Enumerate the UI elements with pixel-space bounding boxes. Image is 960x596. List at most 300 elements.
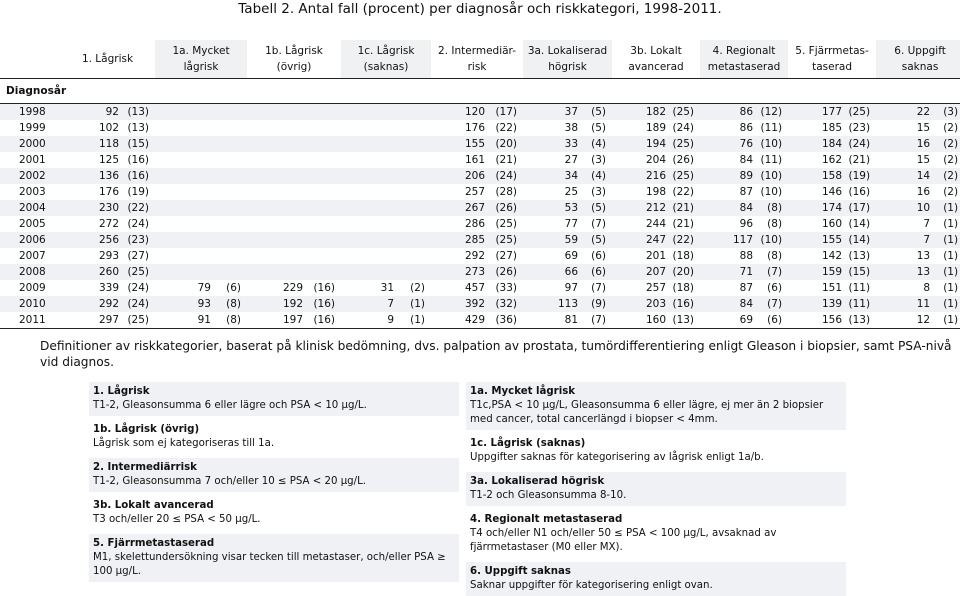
percent-cell: (33) xyxy=(495,282,518,294)
percent-cell: (25) xyxy=(672,106,695,118)
count-cell: 136 xyxy=(98,170,119,182)
count-cell: 297 xyxy=(60,312,125,329)
count-cell: 158 xyxy=(822,170,843,182)
legend-item xyxy=(466,562,846,596)
count-cell xyxy=(155,264,217,280)
percent-cell: (13) xyxy=(848,250,871,262)
percent-cell: (16) xyxy=(848,186,871,198)
count-cell: 117 xyxy=(732,234,754,246)
percent-cell xyxy=(217,184,247,200)
percent-cell: (18) xyxy=(672,250,695,262)
count-cell: 203 xyxy=(645,298,667,310)
column-header-line1: 5. Fjärrmetas- xyxy=(795,45,869,57)
count-cell xyxy=(155,232,217,248)
count-cell: 97 xyxy=(564,282,579,294)
percent-cell: (22) xyxy=(495,122,518,134)
column-header-line1: 1. Lågrisk xyxy=(81,53,134,65)
percent-cell: (2) xyxy=(943,154,959,166)
percent-cell: (9) xyxy=(591,298,607,310)
percent-cell: (14) xyxy=(848,218,871,230)
percent-cell: (13) xyxy=(848,312,876,329)
legend-text: T1c,PSA < 10 μg/L, Gleasonsumma 6 eller lägre, ej mer än 2 biopsier med cancer, total cancerlängd i biopser < 4mm. xyxy=(470,400,824,425)
count-cell xyxy=(247,152,309,168)
percent-cell: (16) xyxy=(672,298,695,310)
count-cell: 11 xyxy=(916,298,931,310)
count-cell: 7 xyxy=(923,218,931,230)
count-cell: 89 xyxy=(739,170,754,182)
legend-heading: 3a. Lokaliserad högrisk xyxy=(470,476,605,487)
count-cell: 161 xyxy=(464,154,486,166)
percent-cell: (20) xyxy=(495,138,518,150)
column-header-line2: (saknas) xyxy=(363,61,409,73)
legend-heading: 1. Lågrisk xyxy=(93,386,150,397)
count-cell: 174 xyxy=(822,202,843,214)
percent-cell xyxy=(400,264,431,280)
percent-cell: (16) xyxy=(127,154,149,166)
count-cell: 37 xyxy=(564,106,579,118)
percent-cell: (16) xyxy=(127,170,149,182)
percent-cell: (6) xyxy=(591,266,607,278)
percent-cell xyxy=(217,104,247,121)
percent-cell: (21) xyxy=(672,202,695,214)
column-header-line1: 6. Uppgift xyxy=(894,45,946,57)
percent-cell: (24) xyxy=(672,122,695,134)
count-cell: 194 xyxy=(645,138,667,150)
percent-cell: (2) xyxy=(943,186,959,198)
count-cell: 125 xyxy=(98,154,119,166)
percent-cell xyxy=(309,136,341,152)
count-cell: 22 xyxy=(916,106,931,118)
percent-cell xyxy=(309,248,341,264)
count-cell xyxy=(155,184,217,200)
count-cell: 7 xyxy=(923,234,931,246)
column-header-7 xyxy=(612,40,700,79)
count-cell: 292 xyxy=(464,250,486,262)
count-cell: 229 xyxy=(282,282,303,294)
percent-cell: (16) xyxy=(313,298,336,310)
legend-text: T4 och/eller N1 och/eller 50 ≤ PSA < 100 μg/L, avsaknad av fjärrmetastaser (M0 eller MX). xyxy=(470,528,777,553)
percent-cell: (1) xyxy=(943,298,959,310)
count-cell: 77 xyxy=(564,218,579,230)
column-header-line2: lågrisk xyxy=(183,61,219,73)
percent-cell: (19) xyxy=(848,170,871,182)
column-header-line1: 1a. Mycket xyxy=(172,45,230,57)
count-cell: 15 xyxy=(916,122,931,134)
column-header-line2: taserad xyxy=(812,61,852,73)
percent-cell: (10) xyxy=(760,234,783,246)
count-cell: 88 xyxy=(739,250,754,262)
count-cell: 198 xyxy=(645,186,667,198)
legend-text: T1-2, Gleasonsumma 6 eller lägre och PSA < 10 μg/L. xyxy=(93,400,367,411)
legend-item xyxy=(466,472,846,506)
count-cell: 155 xyxy=(822,234,843,246)
percent-cell: (8) xyxy=(217,312,247,329)
count-cell: 156 xyxy=(788,312,848,329)
percent-cell: (15) xyxy=(848,266,871,278)
percent-cell: (5) xyxy=(591,122,607,134)
column-header-line1: 1b. Lågrisk xyxy=(265,45,323,57)
count-cell xyxy=(341,216,400,232)
percent-cell: (21) xyxy=(672,218,695,230)
count-cell: 13 xyxy=(916,250,931,262)
legend-item xyxy=(89,534,459,582)
count-cell: 197 xyxy=(247,312,309,329)
percent-cell: (6) xyxy=(226,282,241,294)
percent-cell: (11) xyxy=(848,298,871,310)
count-cell: 27 xyxy=(564,154,579,166)
percent-cell: (7) xyxy=(767,298,783,310)
percent-cell: (3) xyxy=(591,186,607,198)
year-cell: 2003 xyxy=(19,186,46,198)
percent-cell: (8) xyxy=(767,218,783,230)
count-cell: 76 xyxy=(739,138,754,150)
percent-cell: (13) xyxy=(127,106,149,118)
percent-cell: (26) xyxy=(495,202,518,214)
count-cell: 177 xyxy=(822,106,843,118)
count-cell: 33 xyxy=(564,138,579,150)
count-cell xyxy=(341,184,400,200)
count-cell xyxy=(247,104,309,121)
count-cell xyxy=(341,200,400,216)
table-row xyxy=(0,232,960,248)
column-header-2 xyxy=(155,40,247,79)
count-cell: 216 xyxy=(645,170,667,182)
percent-cell: (23) xyxy=(848,122,871,134)
count-cell: 256 xyxy=(98,234,119,246)
count-cell: 12 xyxy=(876,312,936,329)
legend-item xyxy=(89,382,459,416)
count-cell: 87 xyxy=(739,186,754,198)
table-row xyxy=(0,312,960,329)
year-cell: 2005 xyxy=(19,218,46,230)
legend-text: M1, skelettundersökning visar tecken till metastaser, och/eller PSA ≥ 100 μg/L. xyxy=(93,552,446,577)
percent-cell: (28) xyxy=(495,186,518,198)
percent-cell: (6) xyxy=(759,312,788,329)
percent-cell xyxy=(400,104,431,121)
legend-item xyxy=(89,496,459,530)
count-cell: 9 xyxy=(341,312,400,329)
count-cell: 192 xyxy=(282,298,303,310)
row-header-row xyxy=(0,79,960,104)
table-row xyxy=(0,248,960,264)
count-cell: 286 xyxy=(464,218,486,230)
count-cell xyxy=(155,168,217,184)
percent-cell xyxy=(309,264,341,280)
percent-cell: (24) xyxy=(127,218,149,230)
count-cell: 206 xyxy=(464,170,486,182)
data-table xyxy=(0,40,960,329)
legend-text: Saknar uppgifter för kategorisering enligt ovan. xyxy=(470,580,713,591)
percent-cell: (6) xyxy=(767,282,783,294)
year-cell: 2008 xyxy=(19,266,46,278)
count-cell xyxy=(341,152,400,168)
percent-cell xyxy=(309,200,341,216)
count-cell: 151 xyxy=(822,282,843,294)
percent-cell: (24) xyxy=(127,298,149,310)
count-cell: 429 xyxy=(431,312,491,329)
column-header-9 xyxy=(788,40,876,79)
count-cell: 84 xyxy=(739,298,754,310)
legend-heading: 1b. Lågrisk (övrig) xyxy=(93,424,200,435)
table-row xyxy=(0,280,960,296)
column-header-10 xyxy=(876,40,960,79)
year-cell: 2010 xyxy=(19,298,46,310)
column-header-3 xyxy=(247,40,341,79)
count-cell: 244 xyxy=(645,218,667,230)
count-cell: 81 xyxy=(523,312,584,329)
percent-cell: (26) xyxy=(495,266,518,278)
percent-cell: (10) xyxy=(760,138,783,150)
count-cell: 79 xyxy=(197,282,211,294)
percent-cell: (25) xyxy=(495,218,518,230)
percent-cell: (7) xyxy=(584,312,612,329)
percent-cell: (4) xyxy=(591,170,607,182)
percent-cell xyxy=(400,168,431,184)
percent-cell: (24) xyxy=(127,282,149,294)
percent-cell xyxy=(217,120,247,136)
percent-cell: (2) xyxy=(943,122,959,134)
row-header-label: Diagnosår xyxy=(6,85,67,97)
legend-text: T1-2, Gleasonsumma 7 och/eller 10 ≤ PSA < 20 μg/L. xyxy=(93,476,366,487)
count-cell: 69 xyxy=(564,250,579,262)
count-cell: 31 xyxy=(380,282,395,294)
percent-cell: (27) xyxy=(127,250,149,262)
percent-cell: (11) xyxy=(760,154,783,166)
count-cell xyxy=(155,104,217,121)
table-row xyxy=(0,184,960,200)
percent-cell xyxy=(309,184,341,200)
percent-cell: (17) xyxy=(495,106,518,118)
count-cell: 257 xyxy=(645,282,667,294)
count-cell: 185 xyxy=(822,122,843,134)
count-cell: 69 xyxy=(700,312,759,329)
table-title: Tabell 2. Antal fall (procent) per diagnosår och riskkategori, 1998-2011. xyxy=(238,1,722,17)
percent-cell xyxy=(400,120,431,136)
percent-cell: (36) xyxy=(491,312,523,329)
count-cell: 16 xyxy=(916,186,931,198)
count-cell: 160 xyxy=(612,312,672,329)
count-cell: 182 xyxy=(645,106,667,118)
count-cell xyxy=(247,248,309,264)
count-cell: 96 xyxy=(739,218,754,230)
count-cell xyxy=(247,200,309,216)
percent-cell: (13) xyxy=(127,122,149,134)
case-table xyxy=(0,40,960,329)
count-cell: 91 xyxy=(155,312,217,329)
legend-text: T1-2 och Gleasonsumma 8-10. xyxy=(470,490,627,501)
percent-cell: (1) xyxy=(943,234,959,246)
count-cell: 159 xyxy=(822,266,843,278)
percent-cell xyxy=(217,152,247,168)
percent-cell xyxy=(400,232,431,248)
percent-cell xyxy=(217,200,247,216)
percent-cell: (25) xyxy=(127,266,149,278)
year-cell: 2011 xyxy=(0,312,60,329)
count-cell xyxy=(247,136,309,152)
count-cell: 146 xyxy=(822,186,843,198)
percent-cell xyxy=(217,264,247,280)
year-cell: 1999 xyxy=(19,122,46,134)
count-cell xyxy=(341,232,400,248)
count-cell: 292 xyxy=(98,298,119,310)
count-cell: 66 xyxy=(564,266,579,278)
percent-cell: (26) xyxy=(672,154,695,166)
percent-cell: (10) xyxy=(760,170,783,182)
count-cell xyxy=(341,104,400,121)
count-cell: 10 xyxy=(916,202,931,214)
count-cell xyxy=(341,168,400,184)
column-header-line2: saknas xyxy=(901,61,939,73)
column-header-line1: 3b. Lokalt xyxy=(630,45,682,57)
percent-cell: (11) xyxy=(760,122,783,134)
percent-cell: (4) xyxy=(591,138,607,150)
legend-heading: 1a. Mycket lågrisk xyxy=(470,386,576,397)
percent-cell: (18) xyxy=(672,282,695,294)
count-cell: 38 xyxy=(564,122,579,134)
count-cell: 86 xyxy=(739,122,754,134)
percent-cell: (5) xyxy=(591,202,607,214)
percent-cell: (24) xyxy=(495,170,518,182)
percent-cell xyxy=(400,152,431,168)
count-cell: 113 xyxy=(557,298,579,310)
legend-right-column xyxy=(466,382,846,596)
year-cell: 2004 xyxy=(19,202,46,214)
count-cell xyxy=(247,232,309,248)
percent-cell: (2) xyxy=(410,282,426,294)
column-header-line1: 2. Intermediär- xyxy=(438,45,516,57)
percent-cell: (22) xyxy=(127,202,149,214)
table-row xyxy=(0,104,960,121)
percent-cell xyxy=(309,232,341,248)
percent-cell: (8) xyxy=(767,250,783,262)
count-cell xyxy=(247,216,309,232)
year-cell: 2009 xyxy=(19,282,46,294)
percent-cell: (7) xyxy=(591,282,607,294)
count-cell: 155 xyxy=(464,138,486,150)
column-header-line2: risk xyxy=(467,61,487,73)
column-header-8 xyxy=(700,40,788,79)
year-cell: 2001 xyxy=(19,154,46,166)
percent-cell: (1) xyxy=(936,312,960,329)
count-cell: 8 xyxy=(923,282,931,294)
percent-cell: (20) xyxy=(672,266,695,278)
percent-cell xyxy=(309,216,341,232)
percent-cell: (5) xyxy=(591,106,607,118)
count-cell: 71 xyxy=(739,266,754,278)
percent-cell: (7) xyxy=(591,218,607,230)
percent-cell: (1) xyxy=(943,218,959,230)
percent-cell: (8) xyxy=(767,202,783,214)
percent-cell: (25) xyxy=(672,170,695,182)
legend-heading: 4. Regionalt metastaserad xyxy=(470,514,623,525)
count-cell: 14 xyxy=(916,170,931,182)
percent-cell: (1) xyxy=(410,298,426,310)
percent-cell: (6) xyxy=(591,250,607,262)
column-header-line1: 1c. Lågrisk xyxy=(357,45,415,57)
count-cell: 142 xyxy=(822,250,843,262)
count-cell: 212 xyxy=(645,202,667,214)
percent-cell: (1) xyxy=(943,202,959,214)
count-cell: 15 xyxy=(916,154,931,166)
count-cell xyxy=(341,120,400,136)
count-cell xyxy=(247,264,309,280)
percent-cell xyxy=(400,200,431,216)
count-cell: 84 xyxy=(739,202,754,214)
percent-cell: (3) xyxy=(591,154,607,166)
legend-heading: 3b. Lokalt avancerad xyxy=(93,500,214,511)
percent-cell: (25) xyxy=(495,234,518,246)
count-cell: 120 xyxy=(464,106,486,118)
count-cell: 92 xyxy=(105,106,119,118)
count-cell: 93 xyxy=(197,298,211,310)
year-cell: 1998 xyxy=(19,106,46,118)
count-cell: 257 xyxy=(464,186,486,198)
count-cell xyxy=(341,264,400,280)
percent-cell: (32) xyxy=(495,298,518,310)
legend-text: T3 och/eller 20 ≤ PSA < 50 μg/L. xyxy=(93,514,261,525)
percent-cell: (25) xyxy=(125,312,155,329)
count-cell: 189 xyxy=(645,122,667,134)
percent-cell: (7) xyxy=(767,266,783,278)
count-cell: 86 xyxy=(739,106,754,118)
percent-cell: (3) xyxy=(943,106,959,118)
count-cell: 184 xyxy=(822,138,843,150)
percent-cell: (21) xyxy=(848,154,871,166)
count-cell: 260 xyxy=(98,266,119,278)
column-header-line1: 3a. Lokaliserad xyxy=(527,45,608,57)
year-cell: 2007 xyxy=(19,250,46,262)
count-cell xyxy=(341,248,400,264)
percent-cell xyxy=(217,216,247,232)
column-header-4 xyxy=(341,40,431,79)
percent-cell xyxy=(309,104,341,121)
column-header-line2: högrisk xyxy=(548,61,587,73)
percent-cell: (12) xyxy=(760,106,783,118)
count-cell: 176 xyxy=(464,122,486,134)
table-row xyxy=(0,200,960,216)
legend-item xyxy=(89,420,459,454)
count-cell: 207 xyxy=(645,266,667,278)
percent-cell xyxy=(309,152,341,168)
column-header-1 xyxy=(60,40,155,79)
percent-cell: (10) xyxy=(760,186,783,198)
legend-heading: 1c. Lågrisk (saknas) xyxy=(470,438,586,449)
table-row xyxy=(0,216,960,232)
count-cell xyxy=(247,184,309,200)
legend-item xyxy=(466,510,846,558)
count-cell: 7 xyxy=(387,298,395,310)
percent-cell xyxy=(400,216,431,232)
percent-cell: (2) xyxy=(943,138,959,150)
percent-cell: (16) xyxy=(309,312,341,329)
count-cell: 87 xyxy=(739,282,754,294)
count-cell: 162 xyxy=(822,154,843,166)
percent-cell: (11) xyxy=(848,282,871,294)
percent-cell: (5) xyxy=(591,234,607,246)
count-cell: 160 xyxy=(822,218,843,230)
percent-cell: (22) xyxy=(672,234,695,246)
category-legend xyxy=(89,382,954,591)
column-header-line1: 4. Regionalt xyxy=(712,45,776,57)
count-cell: 285 xyxy=(464,234,486,246)
percent-cell xyxy=(217,168,247,184)
legend-item xyxy=(89,458,459,492)
count-cell: 272 xyxy=(98,218,119,230)
count-cell: 247 xyxy=(645,234,667,246)
column-header-6 xyxy=(523,40,612,79)
percent-cell: (24) xyxy=(848,138,871,150)
percent-cell xyxy=(309,168,341,184)
